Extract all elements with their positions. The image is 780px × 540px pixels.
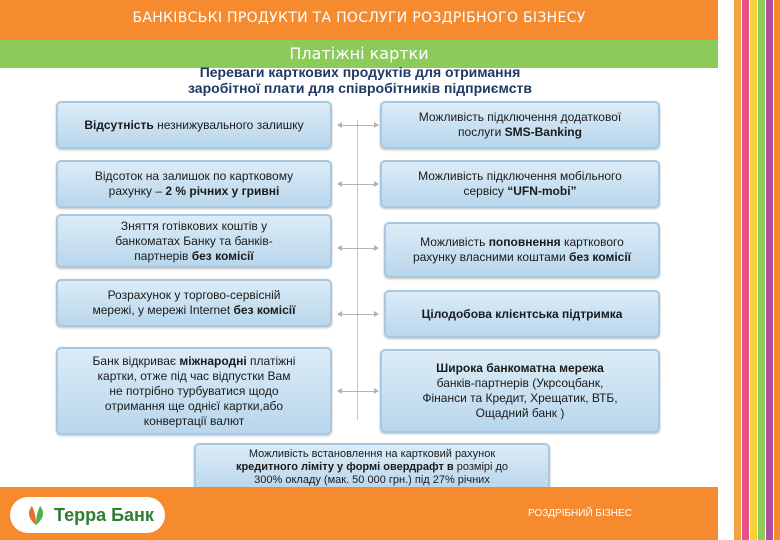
connector-3 — [338, 248, 378, 249]
left-box-5: Банк відкриває міжнародні платіжні картки, отже під час відпустки Вам не потрібно турбуватися щодо отримання ще однієї картки,або конвертації валют — [56, 347, 332, 435]
bank-logo[interactable] — [10, 497, 165, 533]
headline-line-1: Переваги карткових продуктів для отримання — [199, 64, 521, 80]
right-box-3: Можливість поповнення карткового рахунку власними коштами без комісії — [384, 222, 660, 278]
connector-4 — [338, 314, 378, 315]
subheader-title: Платіжні картки — [289, 44, 429, 63]
stripe-3 — [750, 0, 757, 540]
connector-5 — [338, 391, 378, 392]
stripe-5 — [766, 0, 773, 540]
left-box-4: Розрахунок у торгово-сервісній мережі, у мережі Internet без комісії — [56, 279, 332, 327]
leaf-logo-icon — [24, 503, 48, 527]
left-box-3: Зняття готівкових коштів у банкоматах Банку та банків- партнерів без комісії — [56, 214, 332, 268]
bottom-box: Можливість встановлення на картковий рахунок кредитного ліміту у формі овердрафт в розмірі до 300% окладу (мак. 50 000 грн.) під 27% річних — [194, 443, 550, 491]
stripe-2 — [742, 0, 749, 540]
stripe-1 — [734, 0, 741, 540]
footer-caption: РОЗДРІБНИЙ БІЗНЕС — [528, 508, 632, 519]
connector-1 — [338, 125, 378, 126]
connector-2 — [338, 184, 378, 185]
stripe-gap — [718, 0, 734, 540]
logo-text: Терра Банк — [54, 504, 154, 525]
slide-headline — [120, 64, 600, 96]
right-box-1: Можливість підключення додаткової послуги SMS-Banking — [380, 101, 660, 149]
left-box-1: Відсутність незнижувального залишку — [56, 101, 332, 149]
center-divider — [357, 120, 358, 420]
stripe-6 — [774, 0, 780, 540]
header-bar — [0, 0, 718, 40]
right-box-5: Широка банкоматна мережа банків-партнерів (Укрсоцбанк, Фінанси та Кредит, Хрещатик, ВТБ, Ощадний банк ) — [380, 349, 660, 433]
stripe-4 — [758, 0, 765, 540]
right-box-2: Можливість підключення мобільного сервісу “UFN-mobi” — [380, 160, 660, 208]
right-box-4: Цілодобова клієнтська підтримка — [384, 290, 660, 338]
left-box-2: Відсоток на залишок по картковому рахунку – 2 % річних у гривні — [56, 160, 332, 208]
header-title: БАНКІВСЬКІ ПРОДУКТИ ТА ПОСЛУГИ РОЗДРІБНОГО БІЗНЕСУ — [132, 10, 586, 26]
headline-line-2: заробітної плати для співробітників підприємств — [188, 80, 532, 96]
